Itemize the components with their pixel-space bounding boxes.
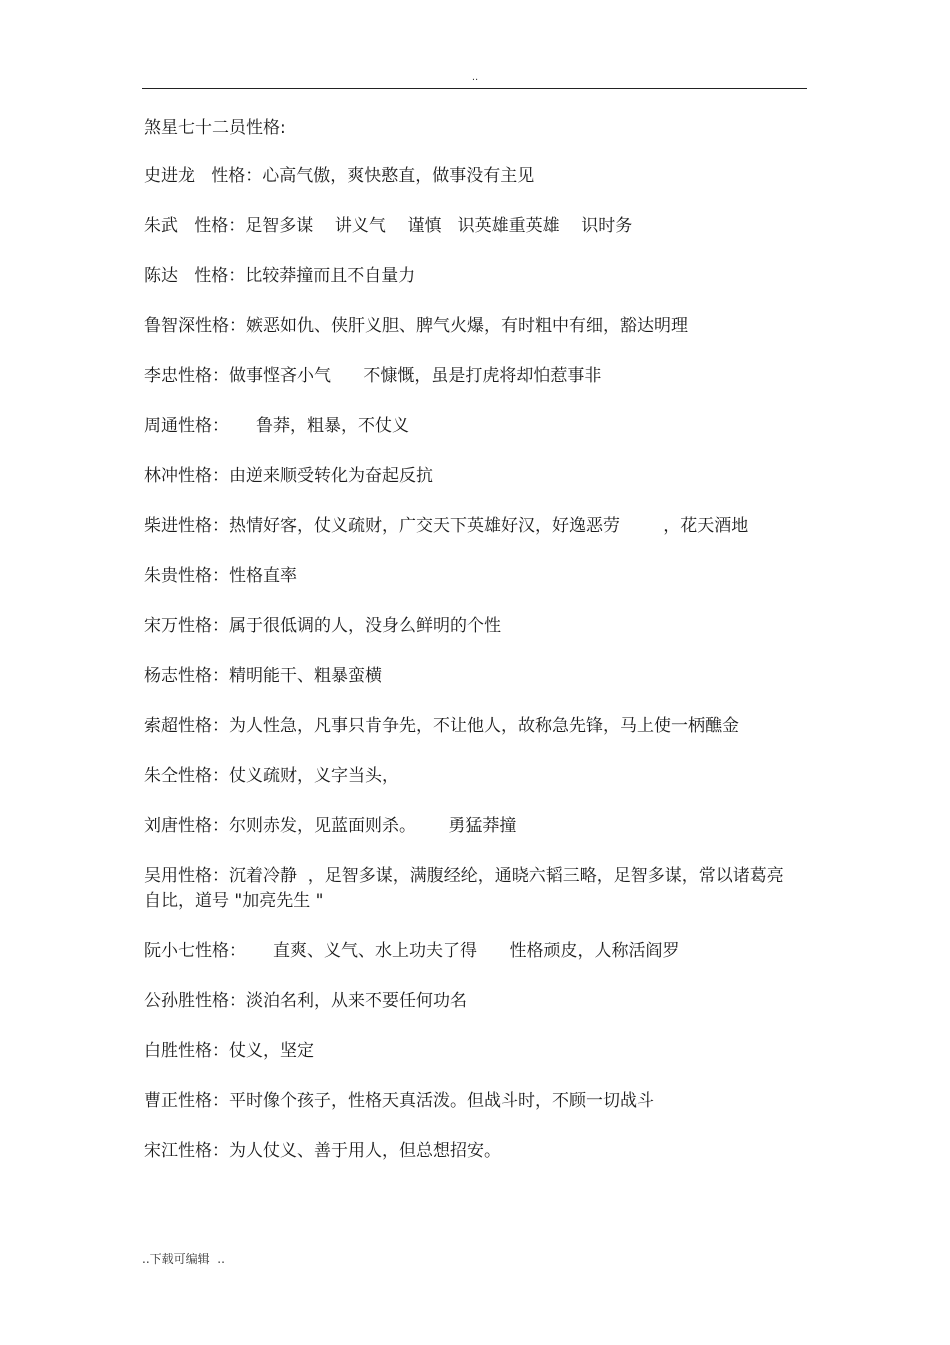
character-entry: 柴进性格：热情好客，仗义疏财，广交天下英雄好汉，好逸恶劳 ，花天酒地: [144, 516, 749, 536]
character-entry: 林冲性格：由逆来顺受转化为奋起反抗: [144, 466, 433, 486]
character-entry: 朱武 性格：足智多谋 讲义气 谨慎 识英雄重英雄 识时务: [144, 216, 633, 236]
header-mark: ..: [471, 72, 479, 83]
character-entry: 吴用性格：沉着冷静 ，足智多谋，满腹经纶，通晓六韬三略，足智多谋，常以诸葛亮自比，道号 "加亮先生 ": [144, 866, 784, 911]
character-entry: 李忠性格：做事悭吝小气 不慷慨，虽是打虎将却怕惹事非: [144, 366, 602, 386]
character-entry: 周通性格： 鲁莽，粗暴，不仗义: [144, 416, 410, 436]
header-rule: [142, 88, 807, 89]
character-entry: 刘唐性格：尔则赤发，见蓝面则杀。 勇猛莽撞: [144, 816, 517, 836]
character-entry: 索超性格：为人性急，凡事只肯争先，不让他人，故称急先锋，马上使一柄醮金: [144, 716, 739, 736]
character-entry: 宋江性格：为人仗义、善于用人，但总想招安。: [144, 1141, 501, 1161]
document-body: [144, 114, 784, 1189]
document-title: 煞星七十二员性格:: [144, 118, 286, 138]
character-entry: 鲁智深性格：嫉恶如仇、侠肝义胆、脾气火爆，有时粗中有细，豁达明理: [144, 316, 688, 336]
character-entry: 曹正性格：平时像个孩子，性格天真活泼。但战斗时，不顾一切战斗: [144, 1091, 654, 1111]
character-entry: 阮小七性格： 直爽、义气、水上功夫了得 性格顽皮，人称活阎罗: [144, 941, 680, 961]
character-entry: 白胜性格：仗义，坚定: [144, 1041, 314, 1061]
character-entry: 史进龙 性格：心高气傲，爽快憨直，做事没有主见: [144, 166, 535, 186]
character-entry: 陈达 性格：比较莽撞而且不自量力: [144, 266, 416, 286]
footer-mark: ..下载可编辑 ..: [142, 1252, 225, 1266]
character-entry: 朱贵性格：性格直率: [144, 566, 297, 586]
character-entry: 朱仝性格：仗义疏财，义字当头，: [144, 766, 399, 786]
character-entry: 公孙胜性格：淡泊名利，从来不要任何功名: [144, 991, 467, 1011]
character-entry: 杨志性格：精明能干、粗暴蛮横: [144, 666, 382, 686]
character-entry: 宋万性格：属于很低调的人，没身么鲜明的个性: [144, 616, 501, 636]
